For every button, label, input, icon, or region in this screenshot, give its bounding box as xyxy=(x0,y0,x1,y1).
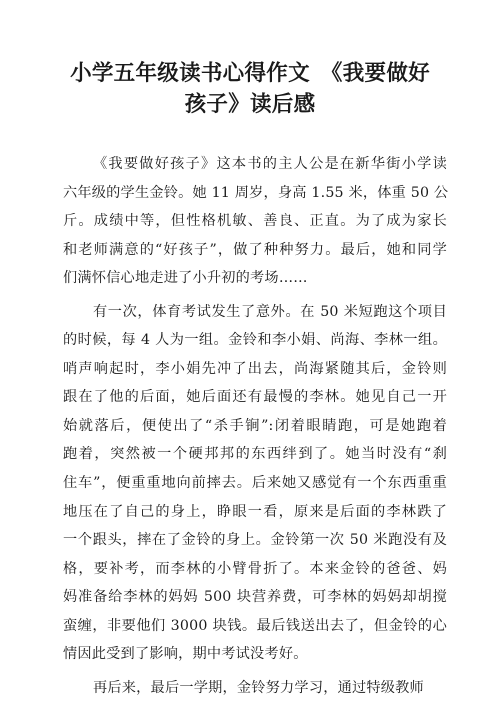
text-line: 妈准备给李林的妈妈 500 块营养费，可李林的妈妈却胡搅 xyxy=(63,589,447,606)
paragraph xyxy=(63,150,447,293)
text-line: 们满怀信心地走进了小升初的考场…… xyxy=(63,270,308,287)
page-title xyxy=(60,58,440,120)
text-line: 格，要补考，而李林的小臂骨折了。本来金铃的爸爸、妈 xyxy=(63,560,447,577)
text-line: 斤。成绩中等，但性格机敏、善良、正直。为了成为家长 xyxy=(63,213,447,230)
text-line: 有一次，体育考试发生了意外。在 50 米短跑这个项目 xyxy=(93,303,447,320)
text-line: 蛮缠，非要他们 3000 块钱。最后钱送出去了，但金铃的心 xyxy=(63,617,447,634)
text-line: 和老师满意的“好孩子”，做了种种努力。最后，她和同学 xyxy=(63,241,447,258)
paragraph xyxy=(63,298,447,669)
text-line: 住车”，便重重地向前摔去。后来她又感觉有一个东西重重 xyxy=(63,475,447,492)
text-line: 跑着，突然被一个硬邦邦的东西绊到了。她当时没有“刹 xyxy=(63,446,447,463)
paragraph xyxy=(63,674,447,703)
title-line: 孩子》读后感 xyxy=(184,92,316,117)
article-body xyxy=(63,150,447,702)
text-line: 再后来，最后一学期，金铃努力学习，通过特级教师 xyxy=(93,679,424,696)
text-line: 哨声响起时，李小娟先冲了出去，尚海紧随其后，金铃则 xyxy=(63,360,447,377)
title-line: 小学五年级读书心得作文 《我要做好 xyxy=(70,61,430,86)
text-line: 跟在了他的后面，她后面还有最慢的李林。她见自己一开 xyxy=(63,389,447,406)
text-line: 情因此受到了影响，期中考试没考好。 xyxy=(63,646,308,663)
text-line: 一个跟头，摔在了金铃的身上。金铃第一次 50 米跑没有及 xyxy=(63,532,447,549)
text-line: 地压在了自己的身上，睁眼一看，原来是后面的李林跌了 xyxy=(63,503,447,520)
text-line: 的时候，每 4 人为一组。金铃和李小娟、尚海、李林一组。 xyxy=(63,332,447,349)
text-line: 《我要做好孩子》这本书的主人公是在新华街小学读 xyxy=(93,156,447,172)
text-line: 始就落后，便使出了“杀手锏”:闭着眼睛跑，可是她跑着 xyxy=(63,417,447,434)
text-line: 六年级的学生金铃。她 11 周岁，身高 1.55 米，体重 50 公 xyxy=(63,184,449,201)
